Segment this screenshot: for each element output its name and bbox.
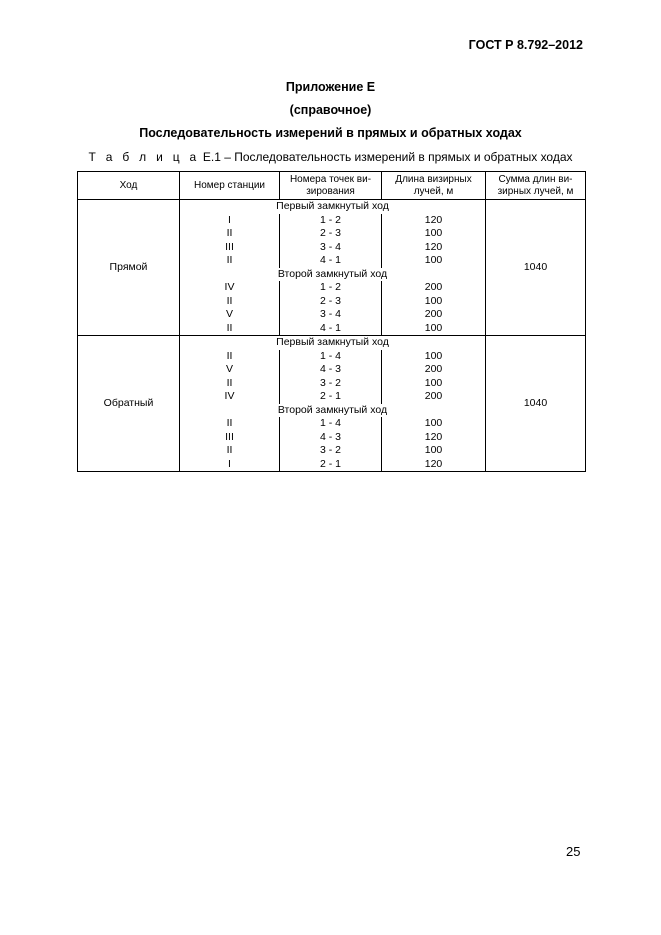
points-cell: 3 - 4 [280, 308, 382, 322]
station-cell: III [180, 431, 280, 445]
station-cell: I [180, 458, 280, 472]
station-cell: II [180, 444, 280, 458]
points-cell: 4 - 3 [280, 431, 382, 445]
station-cell: IV [180, 281, 280, 295]
points-cell: 2 - 1 [280, 458, 382, 472]
column-header-sum: Сумма длин ви-зирных лучей, м [486, 172, 586, 200]
station-cell: V [180, 363, 280, 377]
column-header-length: Длина визирных лучей, м [382, 172, 486, 200]
table-caption-prefix: Т а б л и ц а [88, 150, 200, 164]
length-cell: 100 [382, 227, 486, 241]
length-cell: 120 [382, 458, 486, 472]
points-cell: 4 - 3 [280, 363, 382, 377]
station-cell: II [180, 417, 280, 431]
points-cell: 4 - 1 [280, 254, 382, 268]
appendix-kind: (справочное) [289, 103, 372, 117]
length-cell: 200 [382, 390, 486, 404]
points-cell: 1 - 2 [280, 214, 382, 228]
length-cell: 200 [382, 281, 486, 295]
subgroup-title: Первый замкнутый ход [180, 200, 486, 214]
hod-cell: Обратный [78, 336, 180, 472]
length-cell: 100 [382, 377, 486, 391]
column-header-hod: Ход [78, 172, 180, 200]
subgroup-title: Второй замкнутый ход [180, 404, 486, 418]
column-header-station: Номер станции [180, 172, 280, 200]
station-cell: I [180, 214, 280, 228]
points-cell: 1 - 4 [280, 417, 382, 431]
points-cell: 3 - 4 [280, 241, 382, 255]
station-cell: IV [180, 390, 280, 404]
station-cell: V [180, 308, 280, 322]
length-cell: 100 [382, 417, 486, 431]
points-cell: 3 - 2 [280, 444, 382, 458]
length-cell: 100 [382, 444, 486, 458]
station-cell: II [180, 322, 280, 336]
column-header-points: Номера точек ви-зирования [280, 172, 382, 200]
length-cell: 100 [382, 322, 486, 336]
points-cell: 3 - 2 [280, 377, 382, 391]
points-cell: 2 - 3 [280, 295, 382, 309]
points-cell: 2 - 1 [280, 390, 382, 404]
station-cell: II [180, 295, 280, 309]
table-caption [0, 150, 661, 164]
points-cell: 2 - 3 [280, 227, 382, 241]
station-cell: II [180, 227, 280, 241]
sum-cell: 1040 [486, 200, 586, 336]
subgroup-title-row [78, 200, 586, 214]
length-cell: 200 [382, 308, 486, 322]
subgroup-title-row [78, 336, 586, 350]
station-cell: II [180, 350, 280, 364]
subgroup-title: Второй замкнутый ход [180, 268, 486, 282]
length-cell: 100 [382, 350, 486, 364]
document-standard-number: ГОСТ Р 8.792–2012 [468, 38, 583, 52]
subgroup-title: Первый замкнутый ход [180, 336, 486, 350]
length-cell: 120 [382, 214, 486, 228]
points-cell: 1 - 2 [280, 281, 382, 295]
points-cell: 4 - 1 [280, 322, 382, 336]
appendix-title: Приложение Е [285, 80, 376, 94]
table-body [78, 200, 586, 472]
length-cell: 200 [382, 363, 486, 377]
hod-cell: Прямой [78, 200, 180, 336]
length-cell: 120 [382, 241, 486, 255]
station-cell: III [180, 241, 280, 255]
sum-cell: 1040 [486, 336, 586, 472]
length-cell: 100 [382, 295, 486, 309]
appendix-heading: Последовательность измерений в прямых и обратных ходах [139, 126, 522, 140]
length-cell: 120 [382, 431, 486, 445]
table-header-row [78, 172, 586, 200]
station-cell: II [180, 377, 280, 391]
points-cell: 1 - 4 [280, 350, 382, 364]
station-cell: II [180, 254, 280, 268]
measurement-sequence-table [77, 171, 586, 472]
page-number: 25 [566, 844, 581, 859]
length-cell: 100 [382, 254, 486, 268]
table-caption-text: Е.1 – Последовательность измерений в прямых и обратных ходах [202, 150, 573, 164]
